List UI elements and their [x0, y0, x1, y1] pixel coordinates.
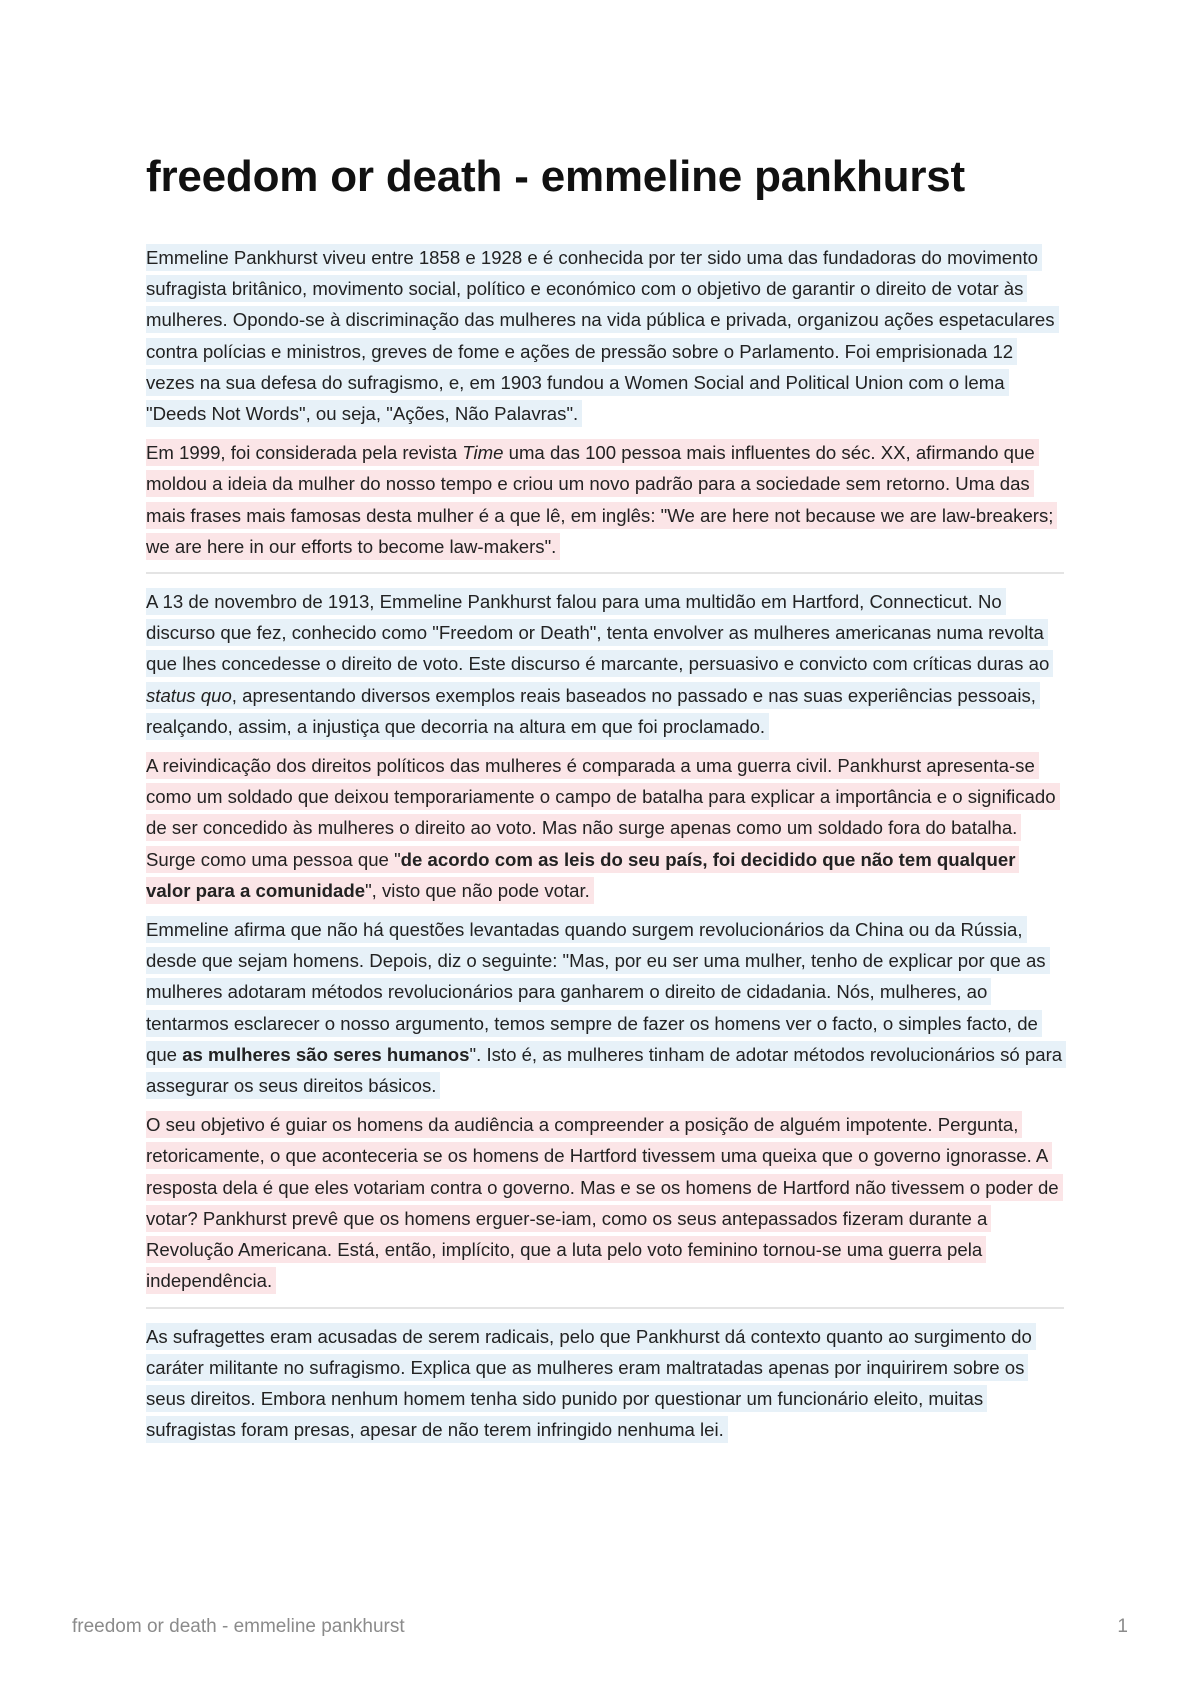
text-run: A reivindicação dos direitos políticos das mulheres é comparada a uma guerra civil. Pankhurst apresenta-se como um soldado que deixou temporariamente o campo de batalha para explicar a importância e o significado de ser concedido às mulheres o direito ao voto. Mas não surge apenas como um soldado fora do batalha. Surge como uma pessoa que " — [146, 755, 1056, 870]
text-run: ". Isto é, as mulheres tinham de adotar métodos revolucionários só para assegurar os seus direitos básicos. — [146, 1043, 1063, 1097]
paragraph-revolutionaries — [146, 914, 1064, 1101]
highlight-blue: Emmeline Pankhurst viveu entre 1858 e 1928 e é conhecida por ter sido uma das fundadoras do movimento sufragista britânico, movimento social, político e económico com o objetivo de garantir o direito de votar às mulheres. Opondo-se à discriminação das mulheres na vida pública e privada, organizou ações espetaculares contra polícias e ministros, greves de fome e ações de pressão sobre o Parlamento. Foi emprisionada 12 vezes na sua defesa do sufragismo, e, em 1903 fundou a Women Social and Political Union com o lema "Deeds Not Words", ou seja, "Ações, Não Palavras". — [146, 244, 1059, 427]
bold-text: as mulheres são seres humanos — [182, 1043, 470, 1065]
text-run: , apresentando diversos exemplos reais baseados no passado e nas suas experiências pessoais, realçando, assim, a injustiça que decorria na altura em que foi proclamado. — [146, 684, 1036, 737]
document-page — [146, 146, 1064, 1453]
text-run: A 13 de novembro de 1913, Emmeline Pankhurst falou para uma multidão em Hartford, Connecticut. No discurso que fez, conhecido como "Freedom or Death", tenta envolver as mulheres americanas numa revolta que lhes concedesse o direito de voto. Este discurso é marcante, persuasivo e convicto com críticas duras ao — [146, 591, 1050, 675]
highlight-red — [146, 752, 1060, 904]
footer-title: freedom or death - emmeline pankhurst — [72, 1616, 405, 1637]
paragraph-speech-intro — [146, 586, 1064, 742]
bold-text: de acordo com as leis do seu país, foi decidido que não tem qualquer valor para a comunidade — [146, 848, 1016, 901]
highlight-blue: As sufragettes eram acusadas de serem radicais, pelo que Pankhurst dá contexto quanto ao surgimento do caráter militante no sufragismo. Explica que as mulheres eram maltratadas apenas por inquirirem sobre os seus direitos. Embora nenhum homem tenha sido punido por questionar um funcionário eleito, muitas sufragistas foram presas, apesar de não terem infringido nenhuma lei. — [146, 1323, 1036, 1444]
text-run: uma das 100 pessoa mais influentes do séc. XX, afirmando que moldou a ideia da mulher do nosso tempo e criou um novo padrão para a sociedade sem retorno. Uma das mais frases mais famosas desta mulher é a que lê, em inglês: "We are here not because we are law-breakers; we are here in our efforts to become law-makers". — [146, 442, 1054, 557]
italic-text: status quo — [146, 684, 232, 706]
text-run: Emmeline afirma que não há questões levantadas quando surgem revolucionários da China ou da Rússia, desde que sejam homens. Depois, diz o seguinte: "Mas, por eu ser uma mulher, tenho de explicar por que as mulheres adotaram métodos revolucionários para ganharem o direito de cidadania. Nós, mulheres, ao tentarmos esclarecer o nosso argumento, temos sempre de fazer os homens ver o facto, o simples facto, de que — [146, 919, 1046, 1065]
highlight-blue — [146, 916, 1066, 1099]
page-footer — [72, 1616, 1128, 1638]
text-run: Em 1999, foi considerada pela revista — [146, 442, 463, 464]
italic-text: Time — [462, 442, 504, 464]
highlight-red: O seu objetivo é guiar os homens da audiência a compreender a posição de alguém impotente. Pergunta, retoricamente, o que aconteceria se os homens de Hartford tivessem uma queixa que o governo ignorasse. A resposta dela é que eles votariam contra o governo. Mas e se os homens de Hartford não tivessem o poder de votar? Pankhurst prevê que os homens erguer-se-iam, como os seus antepassados fizeram durante a Revolução Americana. Está, então, implícito, que a luta pelo voto feminino tornou-se uma guerra pela independência. — [146, 1111, 1063, 1294]
section-divider — [146, 572, 1064, 574]
page-number: 1 — [1117, 1616, 1128, 1637]
paragraph-civil-war — [146, 750, 1064, 906]
highlight-blue — [146, 588, 1053, 740]
paragraph-hartford — [146, 1109, 1064, 1296]
text-run: ", visto que não pode votar. — [365, 879, 590, 901]
document-title: freedom or death - emmeline pankhurst — [146, 152, 965, 201]
paragraph-suffragettes — [146, 1321, 1064, 1446]
paragraph-time-magazine — [146, 437, 1064, 562]
paragraph-biography — [146, 242, 1064, 429]
section-divider — [146, 1307, 1064, 1309]
highlight-red — [146, 439, 1057, 560]
